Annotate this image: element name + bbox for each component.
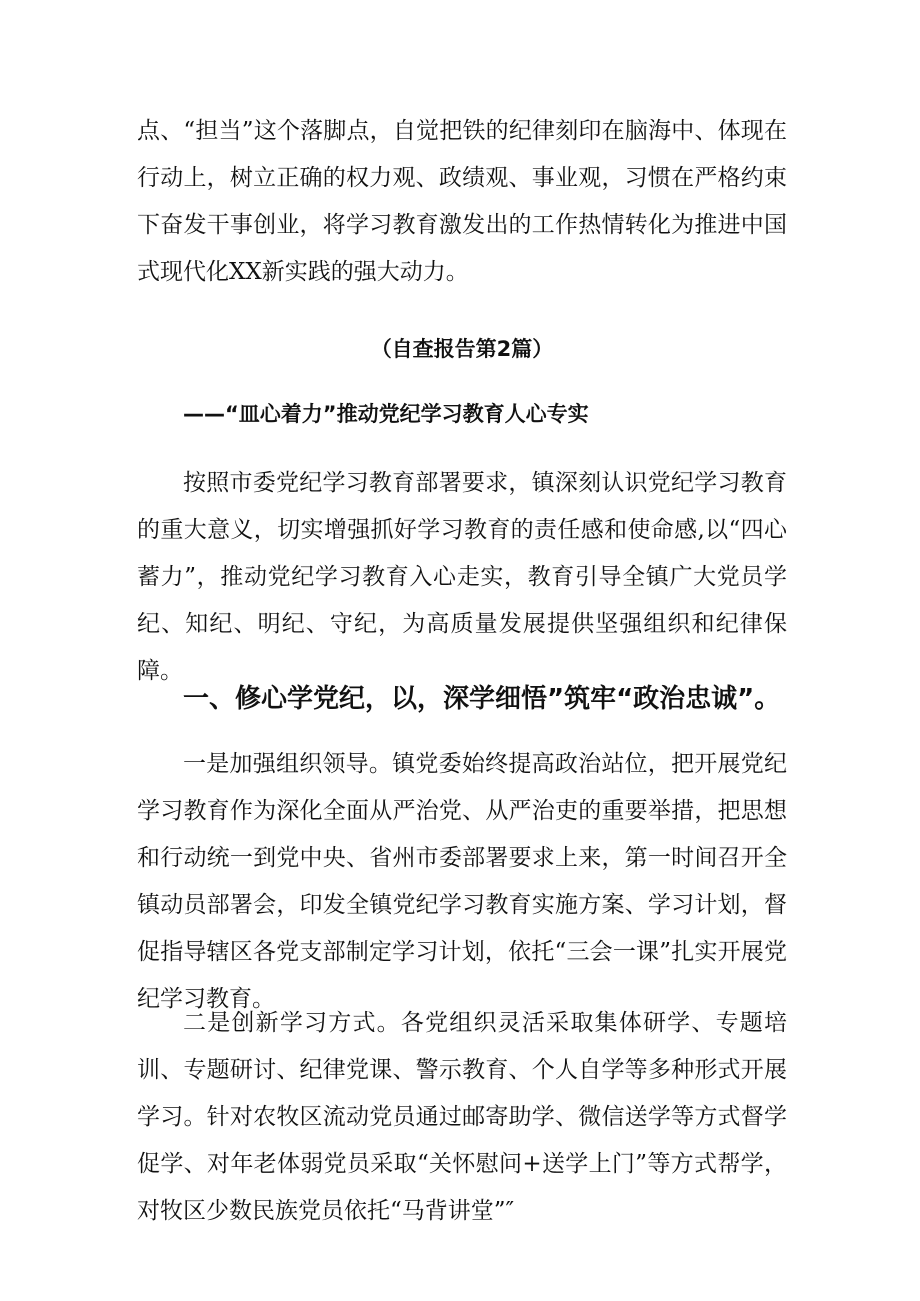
paragraph-organization: 一是加强组织领导。镇党委始终提高政治站位，把开展党纪学习教育作为深化全面从严治党、从严治吏的重要举措，把思想和行动统一到党中央、省州市委部署要求上来，第一时间召开全镇动员部署会，印发全镇党纪学习教育实施方案、学习计划，督促指导辖区各党支部制定学习计划，依托“三会一课”扎实开展党纪学习教育。: [137, 751, 787, 1012]
section-heading-1: 一、修心学党纪，以，深学细悟”筑牢“政治忠诚”。: [183, 684, 781, 714]
intro-paragraph: 点、“担当”这个落脚点，自觉把铁的纪律刻印在脑海中、体现在行动上，树立正确的权力观、政绩观、事业观，习惯在严格约束下奋发干事创业，将学习教育激发出的工作热情转化为推进中国式现代化XX新实践的强大动力。: [137, 118, 787, 285]
paragraph-learning-methods: 二是创新学习方式。各党组织灵活采取集体研学、专题培训、专题研讨、纪律党课、警示教育、个人自学等多种形式开展学习。针对农牧区流动党员通过邮寄助学、微信送学等方式督学促学、对年老体弱党员采取“关怀慰问+送学上门”等方式帮学，对牧区少数民族党员依托“马背讲堂”″: [137, 1010, 787, 1224]
subtitle: ——“皿心着力”推动党纪学习教育人心专实: [183, 402, 589, 426]
section-title: （自查报告第2篇）: [370, 337, 554, 361]
paragraph-intro-body: 按照市委党纪学习教育部署要求，镇深刻认识党纪学习教育的重大意义，切实增强抓好学习教育的责任感和使命感,以“四心蓄力”，推动党纪学习教育入心走实，教育引导全镇广大党员学纪、知纪、明纪、守纪，为高质量发展提供坚强组织和纪律保障。: [137, 470, 787, 684]
